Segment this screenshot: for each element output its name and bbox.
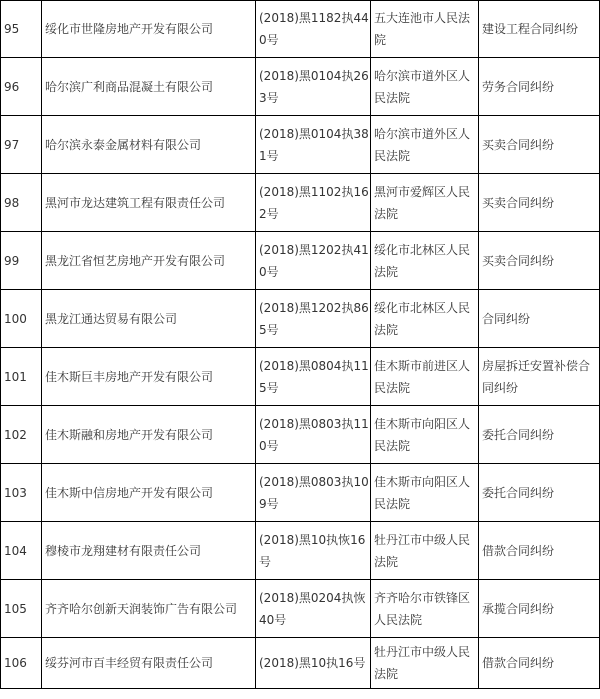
table-row — [1, 232, 600, 290]
case-cause: 房屋拆迁安置补偿合同纠纷 — [479, 348, 600, 406]
court-name: 齐齐哈尔市铁锋区人民法院 — [371, 580, 479, 638]
table-row — [1, 464, 600, 522]
row-number: 100 — [1, 290, 42, 348]
company-name: 绥化市世隆房地产开发有限公司 — [42, 1, 256, 58]
row-number: 104 — [1, 522, 42, 580]
case-number: (2018)黑10执16号 — [256, 638, 371, 689]
court-name: 佳木斯市向阳区人民法院 — [371, 464, 479, 522]
court-name: 绥化市北林区人民法院 — [371, 290, 479, 348]
case-cause: 承揽合同纠纷 — [479, 580, 600, 638]
case-number: (2018)黑1102执162号 — [256, 174, 371, 232]
table-row — [1, 348, 600, 406]
row-number: 97 — [1, 116, 42, 174]
table-row — [1, 1, 600, 58]
row-number: 98 — [1, 174, 42, 232]
table-row — [1, 580, 600, 638]
court-name: 五大连池市人民法院 — [371, 1, 479, 58]
company-name: 佳木斯巨丰房地产开发有限公司 — [42, 348, 256, 406]
table-row — [1, 116, 600, 174]
company-name: 黑龙江省恒艺房地产开发有限公司 — [42, 232, 256, 290]
court-name: 牡丹江市中级人民法院 — [371, 638, 479, 689]
court-name: 哈尔滨市道外区人民法院 — [371, 116, 479, 174]
company-name: 佳木斯融和房地产开发有限公司 — [42, 406, 256, 464]
case-number: (2018)黑0104执263号 — [256, 58, 371, 116]
case-number: (2018)黑0803执110号 — [256, 406, 371, 464]
case-cause: 借款合同纠纷 — [479, 522, 600, 580]
row-number: 96 — [1, 58, 42, 116]
row-number: 105 — [1, 580, 42, 638]
court-name: 黑河市爱辉区人民法院 — [371, 174, 479, 232]
case-cause: 劳务合同纠纷 — [479, 58, 600, 116]
table-row — [1, 58, 600, 116]
case-cause: 建设工程合同纠纷 — [479, 1, 600, 58]
table-row — [1, 638, 600, 689]
row-number: 103 — [1, 464, 42, 522]
case-number: (2018)黑0204执恢40号 — [256, 580, 371, 638]
case-cause: 委托合同纠纷 — [479, 406, 600, 464]
case-number: (2018)黑0804执115号 — [256, 348, 371, 406]
case-number: (2018)黑1182执440号 — [256, 1, 371, 58]
case-number: (2018)黑10执恢16号 — [256, 522, 371, 580]
table-row — [1, 174, 600, 232]
case-cause: 买卖合同纠纷 — [479, 116, 600, 174]
table-row — [1, 522, 600, 580]
company-name: 绥芬河市百丰经贸有限责任公司 — [42, 638, 256, 689]
company-name: 黑龙江通达贸易有限公司 — [42, 290, 256, 348]
row-number: 102 — [1, 406, 42, 464]
court-name: 佳木斯市向阳区人民法院 — [371, 406, 479, 464]
case-number: (2018)黑0803执109号 — [256, 464, 371, 522]
case-cause: 委托合同纠纷 — [479, 464, 600, 522]
case-number: (2018)黑1202执410号 — [256, 232, 371, 290]
company-name: 齐齐哈尔创新天润装饰广告有限公司 — [42, 580, 256, 638]
table-row — [1, 406, 600, 464]
case-cause: 借款合同纠纷 — [479, 638, 600, 689]
court-name: 绥化市北林区人民法院 — [371, 232, 479, 290]
table-row — [1, 290, 600, 348]
case-cause: 买卖合同纠纷 — [479, 232, 600, 290]
row-number: 106 — [1, 638, 42, 689]
company-name: 穆棱市龙翔建材有限责任公司 — [42, 522, 256, 580]
row-number: 95 — [1, 1, 42, 58]
row-number: 101 — [1, 348, 42, 406]
court-name: 牡丹江市中级人民法院 — [371, 522, 479, 580]
company-name: 哈尔滨永泰金属材料有限公司 — [42, 116, 256, 174]
case-number: (2018)黑1202执865号 — [256, 290, 371, 348]
court-name: 哈尔滨市道外区人民法院 — [371, 58, 479, 116]
row-number: 99 — [1, 232, 42, 290]
case-number: (2018)黑0104执381号 — [256, 116, 371, 174]
case-cause: 合同纠纷 — [479, 290, 600, 348]
court-name: 佳木斯市前进区人民法院 — [371, 348, 479, 406]
company-name: 佳木斯中信房地产开发有限公司 — [42, 464, 256, 522]
case-cause: 买卖合同纠纷 — [479, 174, 600, 232]
company-name: 哈尔滨广利商品混凝土有限公司 — [42, 58, 256, 116]
company-name: 黑河市龙达建筑工程有限责任公司 — [42, 174, 256, 232]
